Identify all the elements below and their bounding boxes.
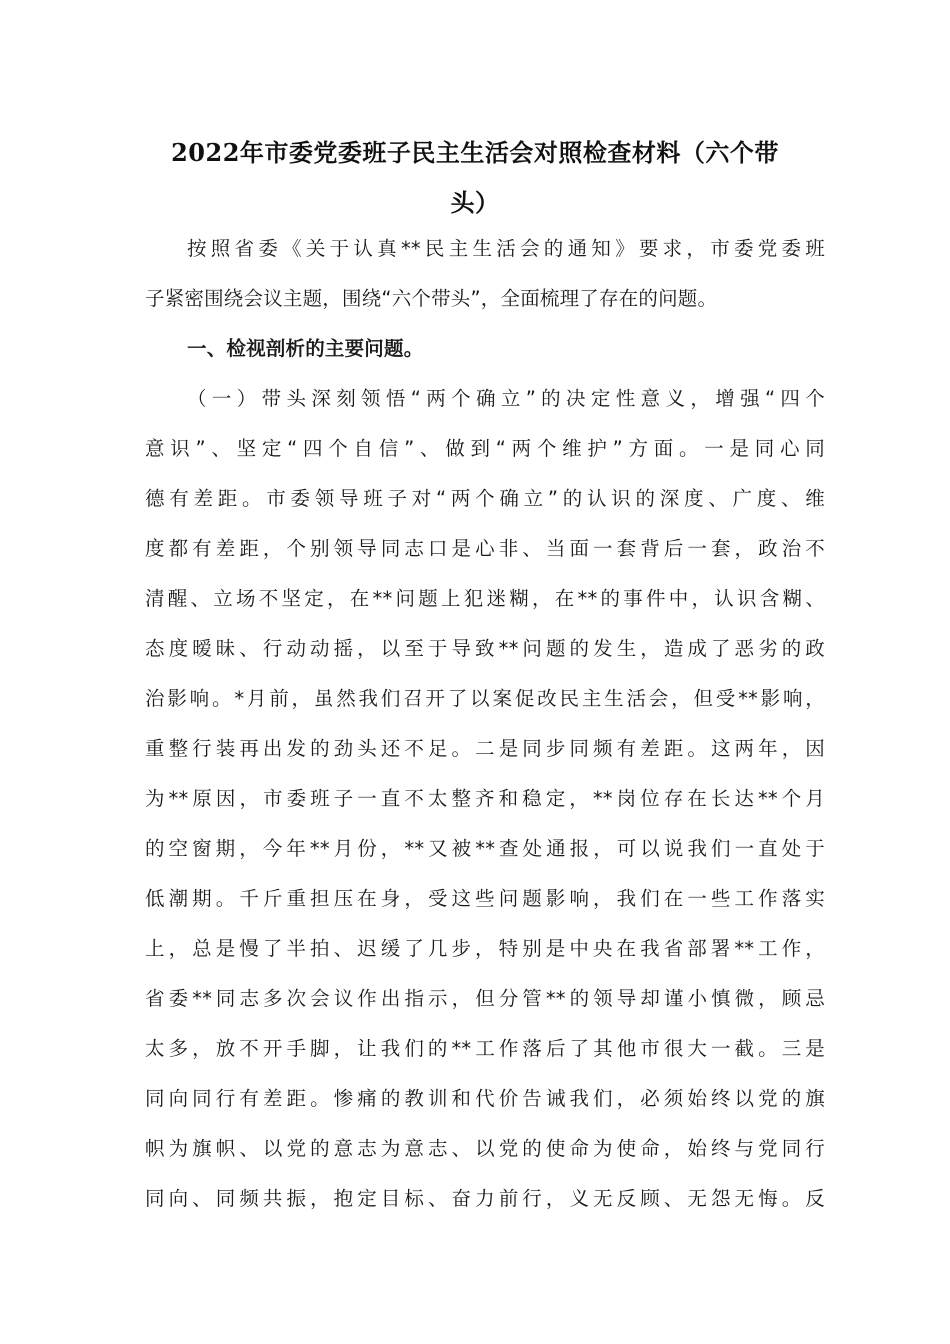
paragraph-line: 按照省委《关于认真**民主生活会的通知》要求，市委党委班 (187, 237, 825, 260)
paragraph-line: 省委**同志多次会议作出指示，但分管**的领导却谨小慎微，顾忌 (145, 987, 825, 1010)
paragraph-line: 低潮期。千斤重担压在身，受这些问题影响，我们在一些工作落实 (145, 887, 825, 910)
paragraph-line: 治影响。*月前，虽然我们召开了以案促改民主生活会，但受**影响， (145, 687, 825, 710)
paragraph-line: 态度暧昧、行动动摇，以至于导致**问题的发生，造成了恶劣的政 (145, 637, 825, 660)
paragraph-line: 度都有差距，个别领导同志口是心非、当面一套背后一套，政治不 (145, 537, 825, 560)
paragraph-line: 为**原因，市委班子一直不太整齐和稳定，**岗位存在长达**个月 (145, 787, 825, 810)
paragraph-line: 的空窗期，今年**月份，**又被**查处通报，可以说我们一直处于 (145, 837, 825, 860)
paragraph-line: （一）带头深刻领悟“两个确立”的决定性意义，增强“四个 (187, 387, 825, 410)
paragraph-line: 清醒、立场不坚定，在**问题上犯迷糊，在**的事件中，认识含糊、 (145, 587, 825, 610)
title-line: 头） (450, 188, 500, 217)
paragraph-line: 同向同行有差距。惨痛的教训和代价告诫我们，必须始终以党的旗 (145, 1087, 825, 1110)
paragraph-line: 同向、同频共振，抱定目标、奋力前行，义无反顾、无怨无悔。反 (145, 1187, 825, 1210)
paragraph-line: 子紧密围绕会议主题，围绕“六个带头”，全面梳理了存在的问题。 (145, 287, 718, 310)
paragraph-line: 上，总是慢了半拍、迟缓了几步，特别是中央在我省部署**工作， (145, 937, 825, 960)
document-title (120, 128, 830, 228)
paragraph-line: 德有差距。市委领导班子对“两个确立”的认识的深度、广度、维 (145, 487, 825, 510)
paragraph-line: 帜为旗帜、以党的意志为意志、以党的使命为使命，始终与党同行 (145, 1137, 825, 1160)
paragraph-line: 重整行装再出发的劲头还不足。二是同步同频有差距。这两年，因 (145, 737, 825, 760)
paragraph-line: 太多，放不开手脚，让我们的**工作落后了其他市很大一截。三是 (145, 1037, 825, 1060)
title-line: 2022年市委党委班子民主生活会对照检查材料（六个带 (171, 138, 779, 167)
paragraph-line: 意识”、坚定“四个自信”、做到“两个维护”方面。一是同心同 (145, 437, 825, 460)
section-heading: 一、检视剖析的主要问题。 (187, 337, 424, 360)
